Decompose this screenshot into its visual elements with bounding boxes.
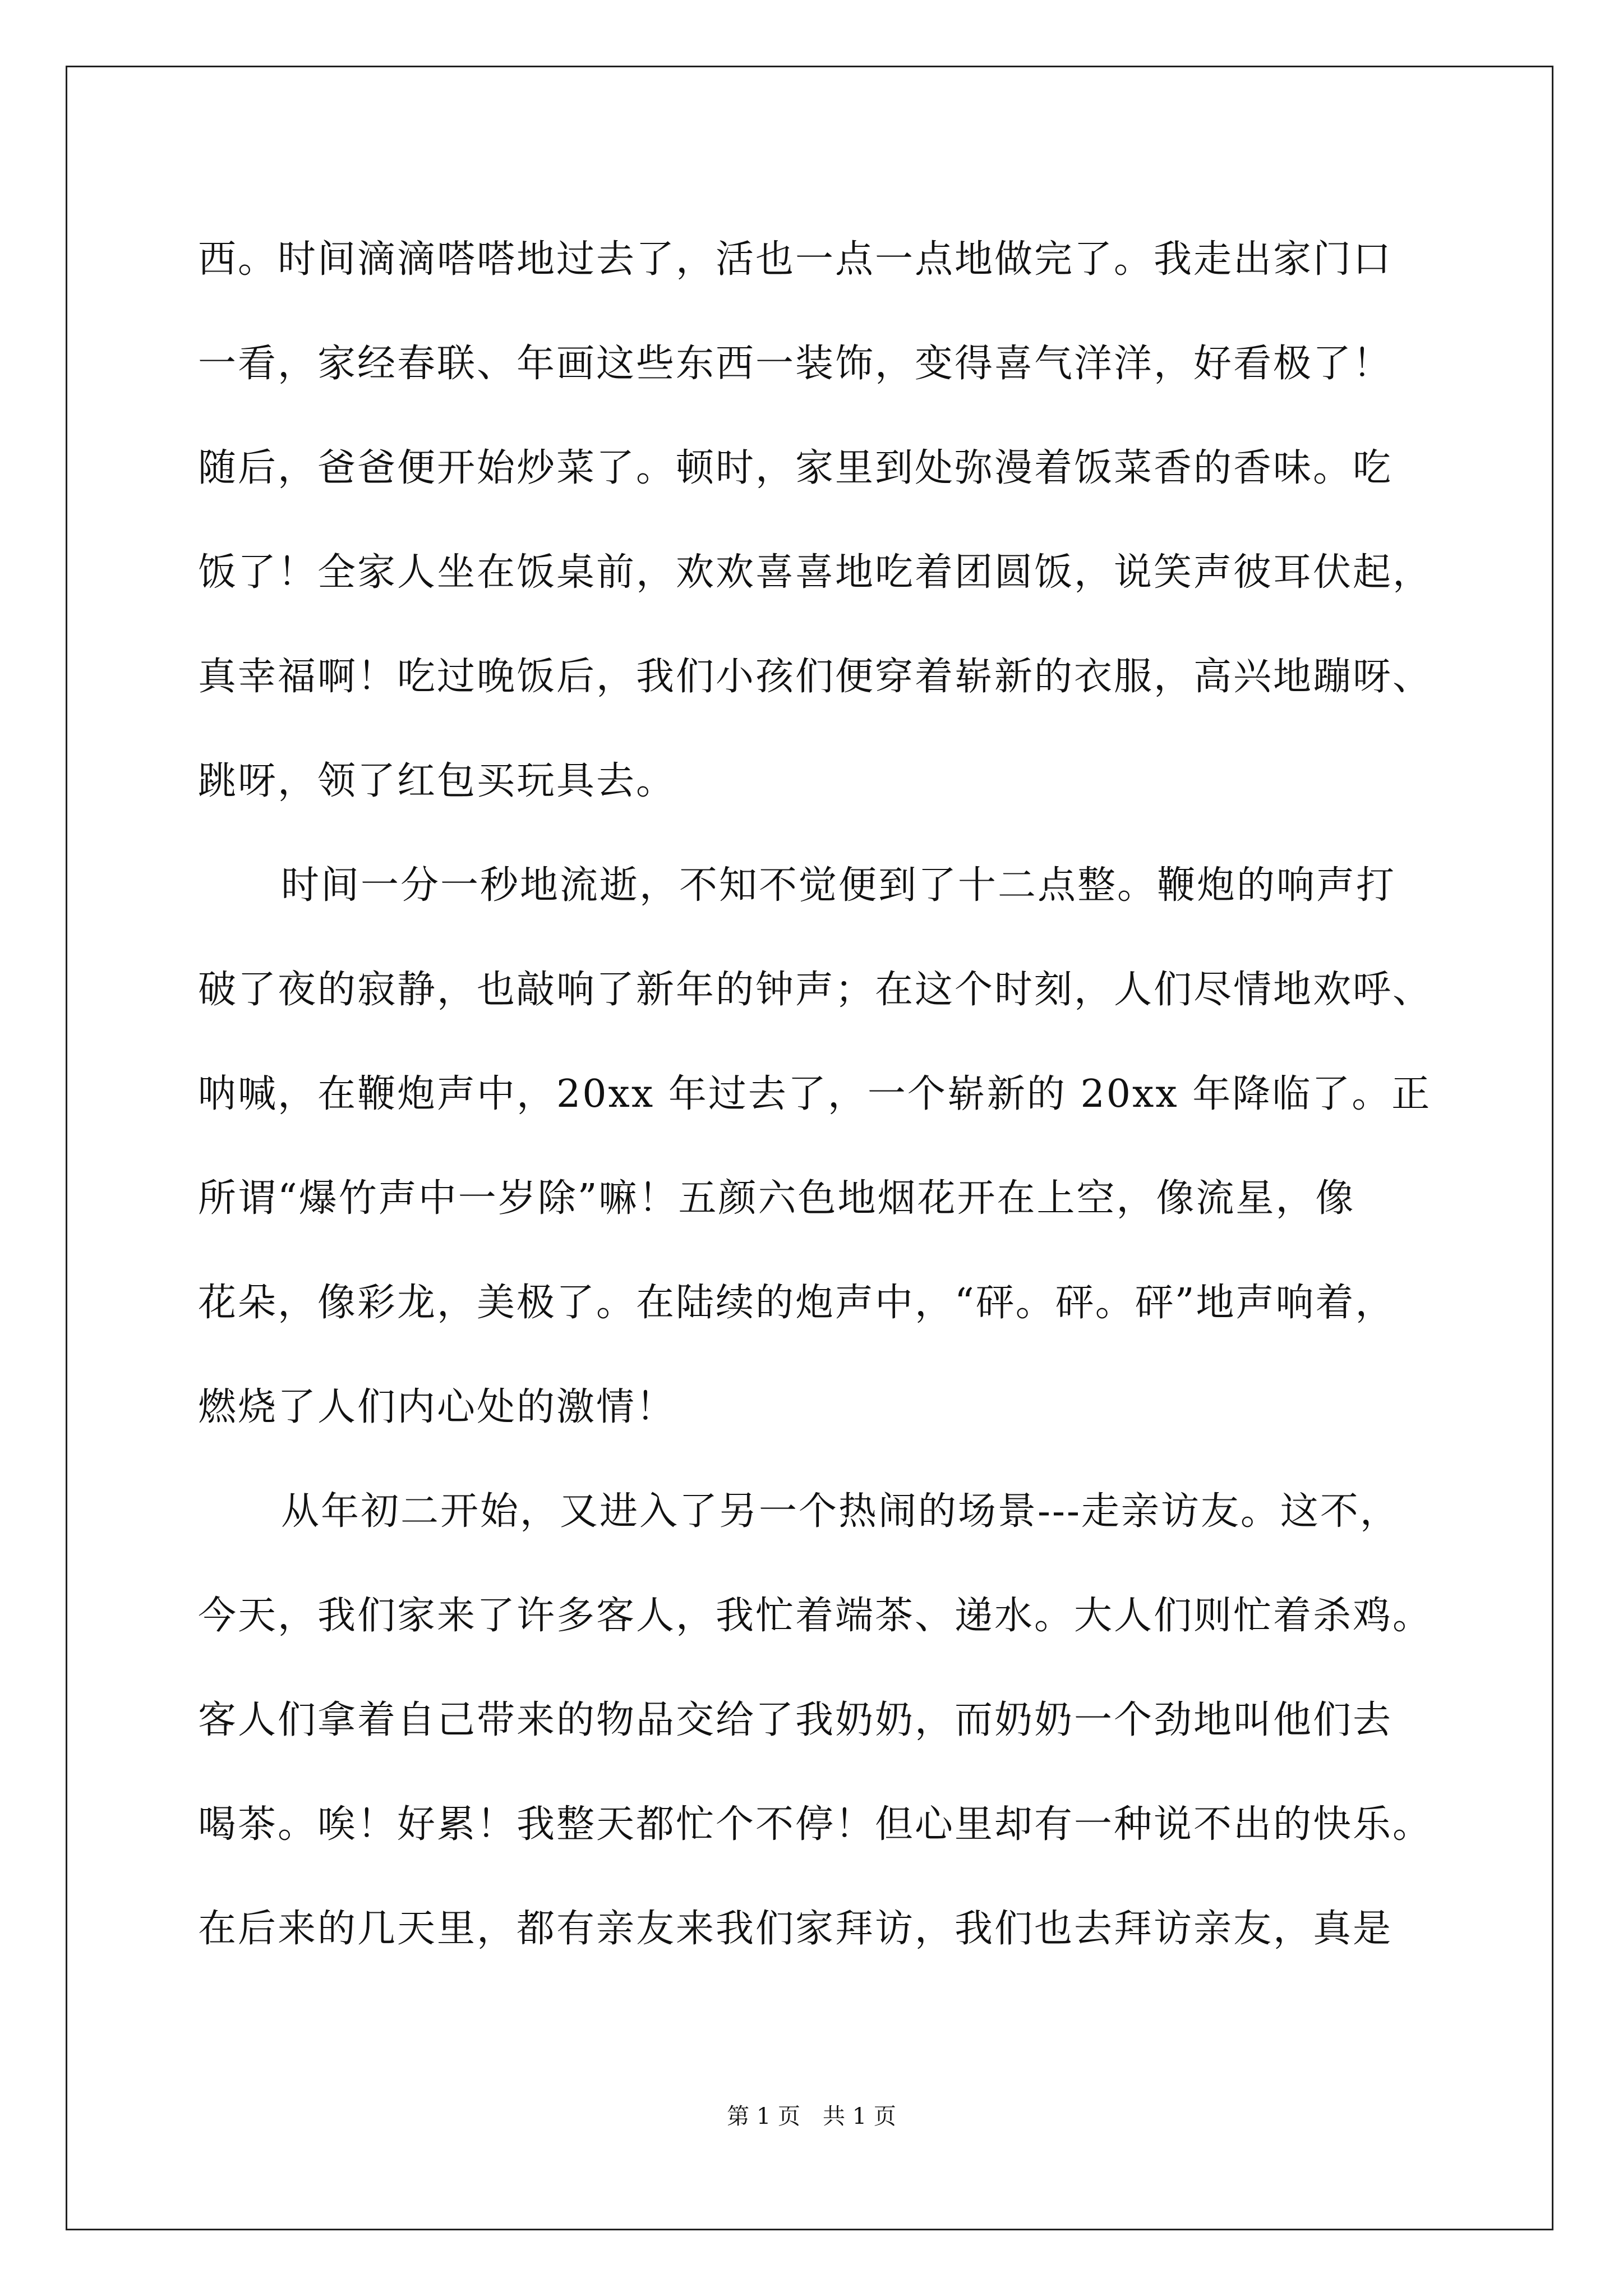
text-line: 西。时间滴滴嗒嗒地过去了，活也一点一点地做完了。我走出家门口 (198, 237, 1393, 282)
text-line: 跳呀，领了红包买玩具去。 (198, 759, 676, 803)
text-line: 破了夜的寂静，也敲响了新年的钟声；在这个时刻，人们尽情地欢呼、 (198, 968, 1433, 1012)
paragraph-start-line: 时间一分一秒地流逝，不知不觉便到了十二点整。鞭炮的响声打 (281, 863, 1396, 908)
text-line: 真幸福啊！吃过晚饭后，我们小孩们便穿着崭新的衣服，高兴地蹦呀、 (198, 655, 1433, 699)
text-line: 花朵，像彩龙，美极了。在陆续的炮声中，“砰。砰。砰”地声响着， (198, 1281, 1395, 1325)
text-line: 今天，我们家来了许多客人，我忙着端茶、递水。大人们则忙着杀鸡。 (198, 1594, 1433, 1638)
text-line: 一看，家经春联、年画这些东西一装饰，变得喜气洋洋，好看极了！ (198, 342, 1393, 386)
page-footer: 第 1 页 共 1 页 (727, 2104, 896, 2129)
text-line: 饭了！全家人坐在饭桌前，欢欢喜喜地吃着团圆饭，说笑声彼耳伏起， (198, 550, 1433, 595)
text-line: 喝茶。唉！好累！我整天都忙个不停！但心里却有一种说不出的快乐。 (198, 1802, 1433, 1847)
text-line: 随后，爸爸便开始炒菜了。顿时，家里到处弥漫着饭菜香的香味。吃 (198, 446, 1393, 490)
paragraph-start-line: 从年初二开始，又进入了另一个热闹的场景---走亲访友。这不， (281, 1489, 1400, 1534)
text-line: 呐喊，在鞭炮声中，20xx 年过去了，一个崭新的 20xx 年降临了。正 (198, 1072, 1432, 1116)
text-line: 客人们拿着自己带来的物品交给了我奶奶，而奶奶一个劲地叫他们去 (198, 1698, 1393, 1742)
text-line: 在后来的几天里，都有亲友来我们家拜访，我们也去拜访亲友，真是 (198, 1907, 1393, 1951)
body-text (198, 208, 1432, 1981)
text-line: 所谓“爆竹声中一岁除”嘛！五颜六色地烟花开在上空，像流星，像 (198, 1176, 1355, 1221)
text-line: 燃烧了人们内心处的激情！ (198, 1385, 676, 1429)
